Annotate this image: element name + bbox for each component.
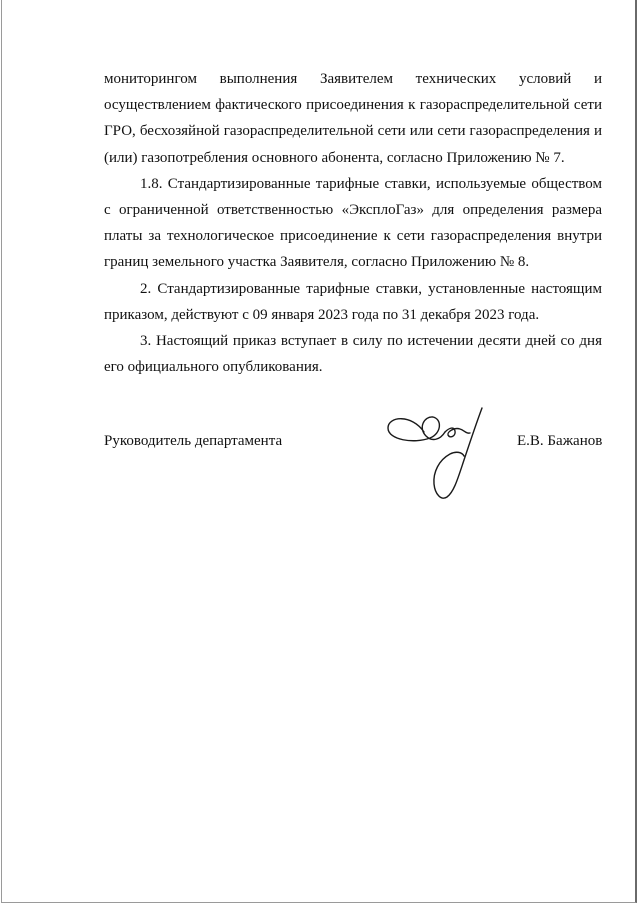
paragraph-item-1-8: 1.8. Стандартизированные тарифные ставки, используемые обществом с ограниченной ответственностью «ЭксплоГаз» для определения размера платы за технологическое присоединение к сети газораспределения внутри границ земельного участка Заявителя, согласно Приложению № 8. bbox=[104, 175, 602, 271]
signer-position-title: Руководитель департамента bbox=[104, 433, 283, 449]
paragraph-continuation: мониторингом выполнения Заявителем технических условий и осуществлением фактического присоединения к газораспределительной сети ГРО, бесхозяйной газораспределительной сети или сети газораспределения и (или) газопотребления основного абонента, согласно Приложению № 7. bbox=[104, 71, 602, 166]
paragraph-item-2: 2. Стандартизированные тарифные ставки, установленные настоящим приказом, действуют с 09 января 2023 года по 31 декабря 2023 года. bbox=[104, 280, 602, 323]
document-body bbox=[104, 66, 602, 380]
handwritten-signature bbox=[384, 402, 494, 504]
signer-name: Е.В. Бажанов bbox=[517, 433, 603, 449]
paragraph-item-3: 3. Настоящий приказ вступает в силу по истечении десяти дней со дня его официального опубликования. bbox=[104, 333, 602, 376]
